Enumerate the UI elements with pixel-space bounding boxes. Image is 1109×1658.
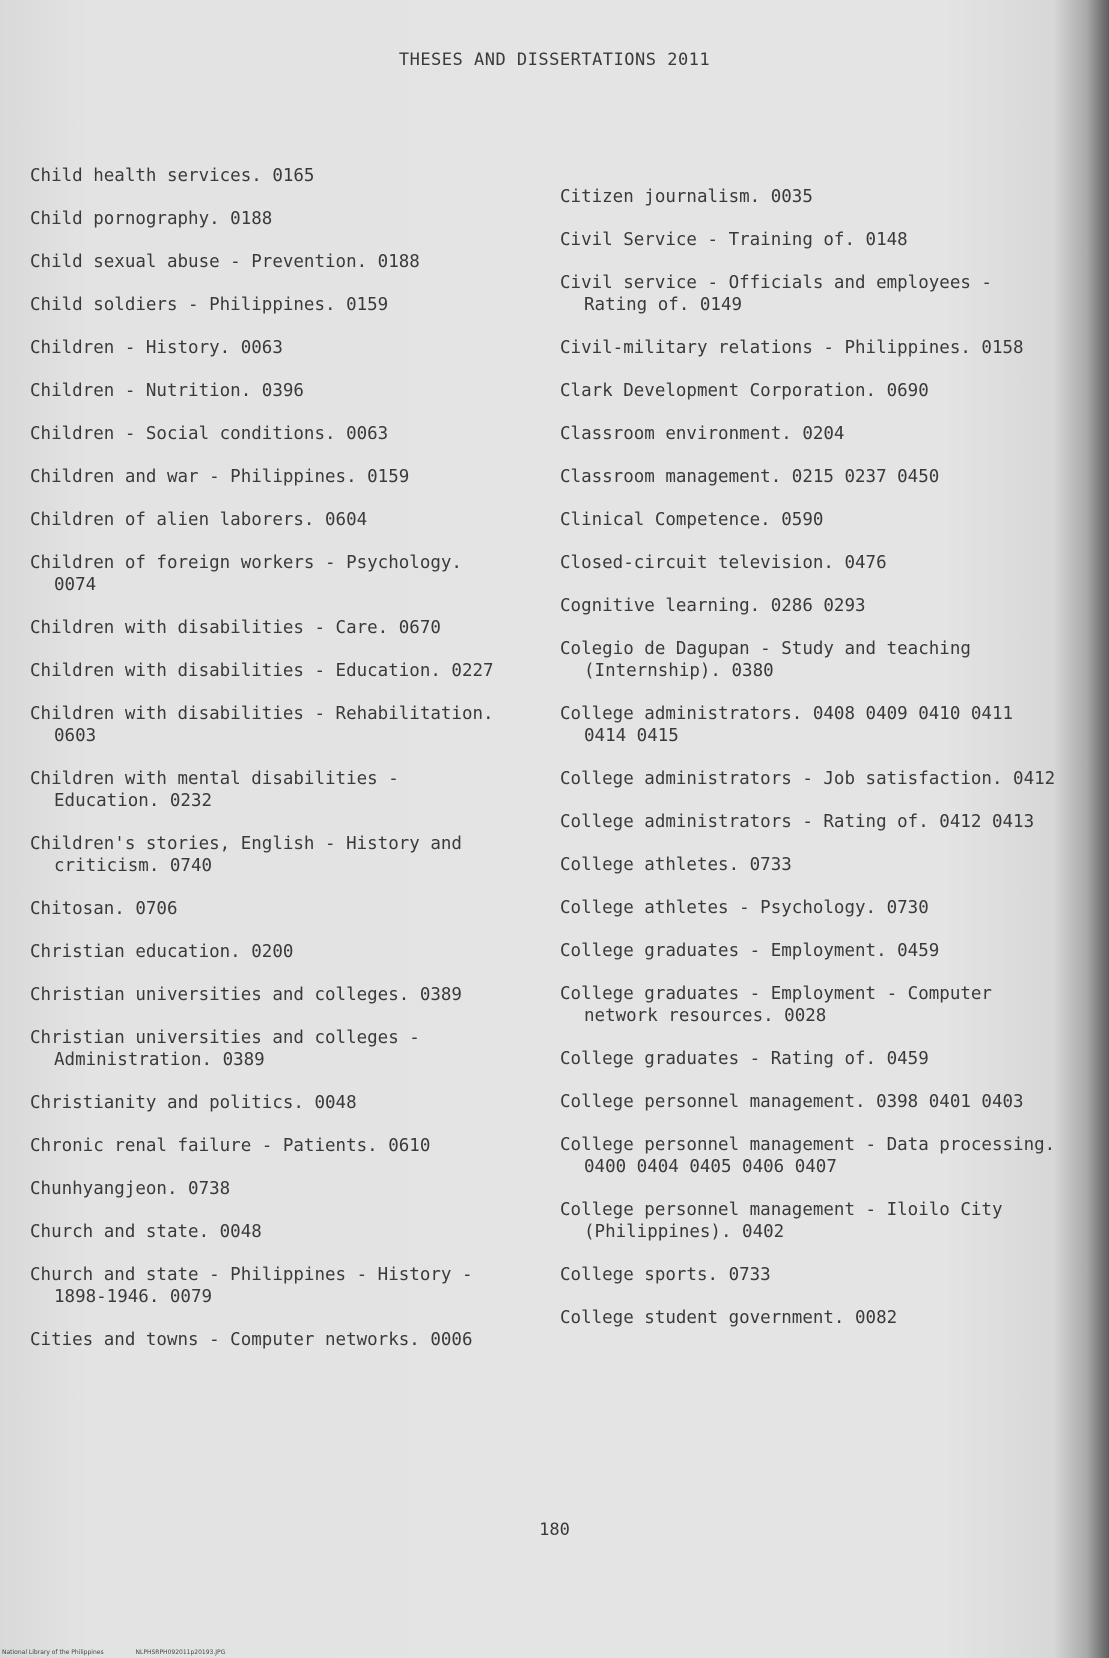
index-entry: Christianity and politics. 0048 — [30, 1093, 357, 1113]
index-column-left — [30, 165, 510, 1372]
index-entry: Colegio de Dagupan - Study and teaching (Internship). 0380 — [560, 639, 982, 681]
index-entry: Children of alien laborers. 0604 — [30, 510, 368, 530]
index-entry: College sports. 0733 — [560, 1265, 771, 1285]
page-header: THESES AND DISSERTATIONS 2011 — [398, 50, 711, 70]
index-entry: College personnel management - Iloilo City (Philippines). 0402 — [560, 1200, 1014, 1242]
index-entry: Church and state - Philippines - History - 1898-1946. 0079 — [30, 1265, 484, 1307]
index-entry: Children and war - Philippines. 0159 — [30, 467, 410, 487]
index-entry: Children - Nutrition. 0396 — [30, 381, 304, 401]
index-entry: Child sexual abuse - Prevention. 0188 — [30, 252, 420, 272]
index-entry: College athletes. 0733 — [560, 855, 792, 875]
index-entry: Civil service - Officials and employees - Rating of. 0149 — [560, 273, 1003, 315]
index-entry: Clark Development Corporation. 0690 — [560, 381, 929, 401]
index-entry: Cognitive learning. 0286 0293 — [560, 596, 866, 616]
index-column-right — [560, 186, 1066, 1350]
index-entry: College graduates - Rating of. 0459 — [560, 1049, 929, 1069]
index-entry: College personnel management. 0398 0401 0403 — [560, 1092, 1024, 1112]
index-entry: Children of foreign workers - Psychology. 0074 — [30, 553, 473, 595]
index-entry: College student government. 0082 — [560, 1308, 898, 1328]
index-entry: Chronic renal failure - Patients. 0610 — [30, 1136, 431, 1156]
index-entry: Church and state. 0048 — [30, 1222, 262, 1242]
index-entry: Children's stories, English - History and criticism. 0740 — [30, 834, 473, 876]
index-entry: College administrators. 0408 0409 0410 0411 0414 0415 — [560, 704, 1024, 746]
index-entry: Chitosan. 0706 — [30, 899, 178, 919]
index-entry: Cities and towns - Computer networks. 0006 — [30, 1330, 473, 1350]
index-entry: Children with disabilities - Education. 0227 — [30, 661, 494, 681]
index-entry: Civil Service - Training of. 0148 — [560, 230, 908, 250]
index-entry: Citizen journalism. 0035 — [560, 187, 813, 207]
index-entry: Child pornography. 0188 — [30, 209, 273, 229]
credit-file: NLPHSRPH092011p20193.JPG — [135, 1649, 226, 1656]
index-entry: Chunhyangjeon. 0738 — [30, 1179, 231, 1199]
page-number: 180 — [539, 1520, 570, 1540]
index-entry: Children with disabilities - Rehabilitation. 0603 — [30, 704, 505, 746]
index-entry: Classroom environment. 0204 — [560, 424, 845, 444]
index-entry: Child soldiers - Philippines. 0159 — [30, 295, 389, 315]
index-entry: Christian universities and colleges. 0389 — [30, 985, 462, 1005]
index-entry: Christian universities and colleges - Administration. 0389 — [30, 1028, 431, 1070]
index-entry: College graduates - Employment - Computer network resources. 0028 — [560, 984, 1003, 1026]
index-entry: College administrators - Job satisfaction. 0412 — [560, 769, 1056, 789]
index-entry: Child health services. 0165 — [30, 166, 315, 186]
index-entry: Closed-circuit television. 0476 — [560, 553, 887, 573]
index-entry: Children with disabilities - Care. 0670 — [30, 618, 441, 638]
index-entry: College administrators - Rating of. 0412 0413 — [560, 812, 1035, 832]
index-entry: Children with mental disabilities - Education. 0232 — [30, 769, 410, 811]
index-entry: College athletes - Psychology. 0730 — [560, 898, 929, 918]
index-entry: Clinical Competence. 0590 — [560, 510, 824, 530]
index-entry: College graduates - Employment. 0459 — [560, 941, 940, 961]
index-entry: Children - Social conditions. 0063 — [30, 424, 389, 444]
index-entry: Christian education. 0200 — [30, 942, 294, 962]
scan-credit — [2, 1649, 255, 1656]
index-entry: College personnel management - Data processing. 0400 0404 0405 0406 0407 — [560, 1135, 1066, 1177]
index-entry: Civil-military relations - Philippines. 0158 — [560, 338, 1024, 358]
index-entry: Children - History. 0063 — [30, 338, 283, 358]
credit-library: National Library of the Philippines — [2, 1649, 104, 1656]
index-entry: Classroom management. 0215 0237 0450 — [560, 467, 940, 487]
